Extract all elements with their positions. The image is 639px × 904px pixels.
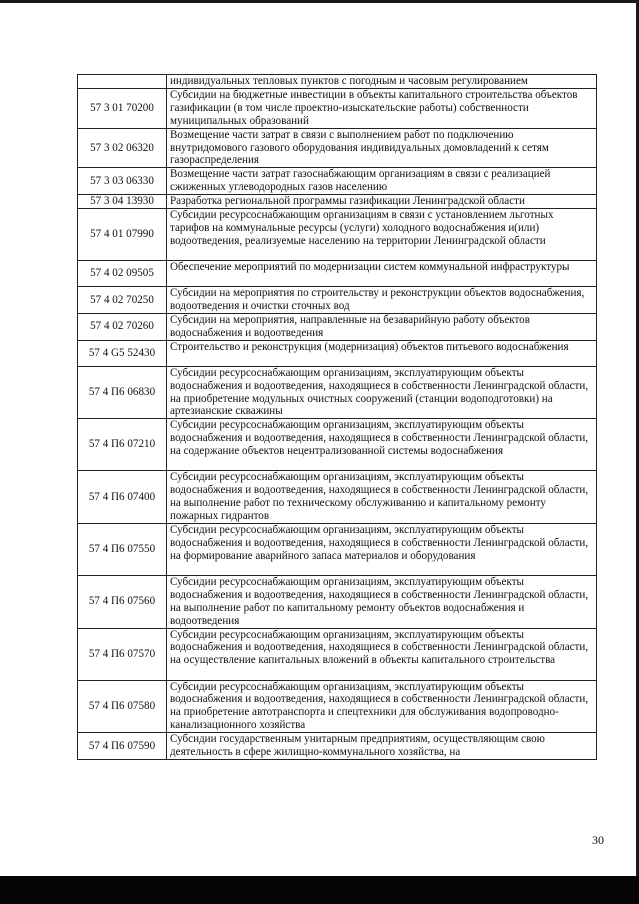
row-code-cell: 57 4 G5 52430	[78, 340, 167, 366]
row-code-cell: 57 3 03 06330	[78, 168, 167, 195]
table-row	[78, 88, 597, 128]
page-number: 30	[592, 833, 604, 847]
table-row	[78, 209, 597, 261]
row-description-cell: Возмещение части затрат газоснабжающим организациям в связи с реализацией сжиженных углеводородных газов населению	[167, 168, 597, 195]
row-description-cell: Субсидии ресурсоснабжающим организациям, эксплуатирующим объекты водоснабжения и водоотведения, находящиеся в собственности Ленинградской области, на формирование аварийного запаса материалов и оборудования	[167, 523, 597, 575]
row-description-cell: Субсидии ресурсоснабжающим организациям, эксплуатирующим объекты водоснабжения и водоотведения, находящиеся в собственности Ленинградской области, на осуществление капитальных вложений в объекты капитального строительства	[167, 628, 597, 680]
table-row	[78, 128, 597, 168]
table-row	[78, 287, 597, 314]
row-code-cell: 57 3 01 70200	[78, 88, 167, 128]
row-description-cell: Возмещение части затрат в связи с выполнением работ по подключению внутридомового газового оборудования индивидуальных домовладений к сетям газораспределения	[167, 128, 597, 168]
row-description-cell: индивидуальных тепловых пунктов с погодным и часовым регулированием	[167, 75, 597, 89]
row-code-cell: 57 3 02 06320	[78, 128, 167, 168]
row-description-cell: Субсидии ресурсоснабжающим организациям, эксплуатирующим объекты водоснабжения и водоотведения, находящиеся в собственности Ленинградской области, на выполнение работ по капитальному ремонту объектов водоснабжения и водоотведения	[167, 575, 597, 628]
scan-edge-bottom	[0, 876, 639, 904]
row-code-cell: 57 4 02 70260	[78, 313, 167, 340]
row-description-cell: Субсидии ресурсоснабжающим организациям в связи с установлением льготных тарифов на коммунальные ресурсы (услуги) холодного водоснабжения и(или) водоотведения, реализуемые населению на территории Ленинградской области	[167, 209, 597, 261]
row-description-cell: Обеспечение мероприятий по модернизации систем коммунальной инфраструктуры	[167, 261, 597, 287]
row-code-cell: 57 4 01 07990	[78, 209, 167, 261]
row-code-cell: 57 4 П6 07580	[78, 680, 167, 733]
row-code-cell: 57 4 02 09505	[78, 261, 167, 287]
table-row	[78, 366, 597, 419]
table-body	[78, 75, 597, 760]
table-row	[78, 523, 597, 575]
table-row	[78, 680, 597, 733]
table-row	[78, 168, 597, 195]
scan-edge-top	[0, 0, 639, 3]
row-code-cell: 57 4 П6 07550	[78, 523, 167, 575]
table-row	[78, 261, 597, 287]
table-row	[78, 195, 597, 209]
row-description-cell: Субсидии на бюджетные инвестиции в объекты капитального строительства объектов газификации (в том числе проектно-изыскательские работы) собственности муниципальных образований	[167, 88, 597, 128]
table-row	[78, 471, 597, 524]
table-row	[78, 419, 597, 471]
table-row	[78, 313, 597, 340]
table-row	[78, 340, 597, 366]
row-code-cell: 57 3 04 13930	[78, 195, 167, 209]
row-description-cell: Субсидии ресурсоснабжающим организациям, эксплуатирующим объекты водоснабжения и водоотведения, находящиеся в собственности Ленинградской области, на содержание объектов нецентрализованной системы водоснабжения	[167, 419, 597, 471]
row-code-cell: 57 4 П6 06830	[78, 366, 167, 419]
row-description-cell: Субсидии ресурсоснабжающим организациям, эксплуатирующим объекты водоснабжения и водоотведения, находящиеся в собственности Ленинградской области, на приобретение автотранспорта и спецтехники для обслуживания водопроводно-канализационного хозяйства	[167, 680, 597, 733]
row-code-cell: 57 4 П6 07570	[78, 628, 167, 680]
row-description-cell: Разработка региональной программы газификации Ленинградской области	[167, 195, 597, 209]
row-description-cell: Строительство и реконструкция (модернизация) объектов питьевого водоснабжения	[167, 340, 597, 366]
table-row	[78, 628, 597, 680]
table-row	[78, 575, 597, 628]
row-description-cell: Субсидии на мероприятия по строительству и реконструкции объектов водоснабжения, водоотведения и очистки сточных вод	[167, 287, 597, 314]
row-code-cell: 57 4 П6 07400	[78, 471, 167, 524]
row-code-cell: 57 4 П6 07560	[78, 575, 167, 628]
table-row	[78, 733, 597, 760]
row-description-cell: Субсидии ресурсоснабжающим организациям, эксплуатирующим объекты водоснабжения и водоотведения, находящиеся в собственности Ленинградской области, на приобретение модульных очистных сооружений (станции водоподготовки) на артезианские скважины	[167, 366, 597, 419]
row-code-cell	[78, 75, 167, 89]
table-row	[78, 75, 597, 89]
row-code-cell: 57 4 П6 07210	[78, 419, 167, 471]
budget-classification-table	[77, 74, 597, 760]
row-code-cell: 57 4 П6 07590	[78, 733, 167, 760]
row-code-cell: 57 4 02 70250	[78, 287, 167, 314]
row-description-cell: Субсидии на мероприятия, направленные на безаварийную работу объектов водоснабжения и водоотведения	[167, 313, 597, 340]
row-description-cell: Субсидии ресурсоснабжающим организациям, эксплуатирующим объекты водоснабжения и водоотведения, находящиеся в собственности Ленинградской области, на выполнение работ по техническому обслуживанию и капитальному ремонту пожарных гидрантов	[167, 471, 597, 524]
row-description-cell: Субсидии государственным унитарным предприятиям, осуществляющим свою деятельность в сфере жилищно-коммунального хозяйства, на	[167, 733, 597, 760]
